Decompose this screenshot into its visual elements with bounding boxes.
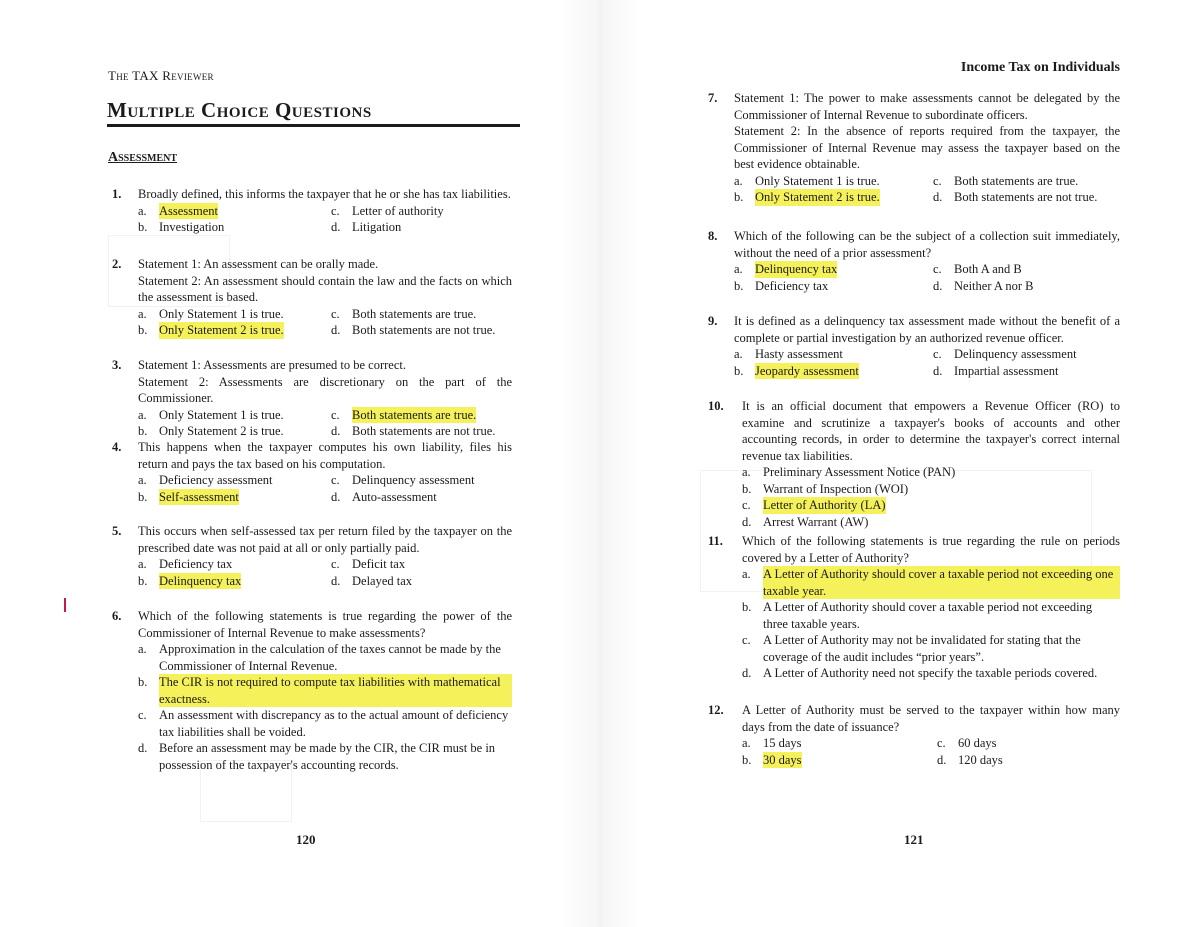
- answer-option: [331, 556, 512, 573]
- question-number: 10.: [708, 399, 724, 413]
- highlighted-answer-text: The CIR is not required to compute tax liabilities with mathematical exactness.: [159, 674, 512, 707]
- answer-option: [331, 219, 512, 236]
- highlighted-answer-text: Assessment: [159, 203, 219, 218]
- option-text: Delinquency assessment: [954, 347, 1077, 361]
- answer-option: [138, 322, 319, 339]
- answer-option: [742, 599, 1120, 632]
- answer-option: [138, 306, 319, 323]
- answer-option: [138, 556, 319, 573]
- answer-options: [138, 306, 512, 339]
- answer-option: [933, 173, 1120, 190]
- option-letter: b.: [138, 220, 148, 234]
- running-head: Income Tax on Individuals: [960, 60, 1120, 75]
- option-text: Arrest Warrant (AW): [763, 514, 869, 529]
- option-letter: a.: [138, 557, 147, 571]
- answer-option: [138, 740, 512, 773]
- answer-option: [138, 489, 319, 506]
- option-letter: a.: [138, 407, 147, 422]
- option-letter: b.: [138, 675, 148, 689]
- question-number: 2.: [112, 257, 122, 271]
- option-letter: d.: [331, 573, 341, 588]
- option-letter: a.: [138, 203, 147, 218]
- option-letter: c.: [138, 708, 147, 722]
- answer-option: [742, 464, 1120, 481]
- answer-options: [734, 346, 1120, 379]
- option-letter: d.: [937, 752, 947, 767]
- option-text: Both statements are not true.: [954, 190, 1098, 204]
- question-stem: Broadly defined, this informs the taxpayer that he or she has tax liabilities.: [138, 187, 511, 201]
- answer-option: [138, 641, 512, 674]
- answer-option: [742, 632, 1120, 665]
- question-stem: A Letter of Authority must be served to the taxpayer within how many days from the date of issuance?: [742, 703, 1120, 734]
- option-letter: b.: [138, 424, 148, 438]
- option-letter: c.: [331, 473, 340, 487]
- highlighted-answer-text: A Letter of Authority should cover a taxable period not exceeding one taxable year.: [763, 566, 1120, 599]
- answer-option: [734, 173, 921, 190]
- title-rule: [107, 124, 520, 127]
- answer-options: [742, 735, 1120, 768]
- option-letter: b.: [742, 752, 752, 767]
- answer-option: [933, 346, 1120, 363]
- question-number: 1.: [112, 187, 122, 201]
- option-letter: a.: [138, 306, 147, 321]
- option-letter: b.: [742, 481, 752, 496]
- option-text: Only Statement 1 is true.: [755, 173, 880, 188]
- option-letter: d.: [742, 514, 752, 529]
- answer-option: [937, 752, 1120, 769]
- answer-options: [742, 566, 1120, 682]
- option-letter: b.: [734, 190, 744, 204]
- option-text: Investigation: [159, 220, 225, 234]
- margin-pen-mark: [64, 598, 66, 612]
- question-number: 6.: [112, 609, 122, 623]
- option-letter: c.: [331, 306, 340, 321]
- running-head: The TAX Reviewer: [108, 68, 214, 83]
- answer-option: [138, 407, 319, 424]
- answer-option: [734, 189, 921, 206]
- option-letter: d.: [933, 190, 943, 204]
- option-letter: c.: [331, 557, 340, 571]
- option-letter: b.: [138, 573, 148, 588]
- answer-option: [933, 363, 1120, 380]
- option-letter: a.: [734, 347, 743, 361]
- section-title: Multiple Choice Questions: [107, 98, 372, 122]
- option-letter: a.: [742, 465, 751, 479]
- answer-option: [138, 573, 319, 590]
- page-number: 121: [904, 832, 924, 847]
- highlighted-answer-text: Both statements are true.: [352, 407, 477, 422]
- highlighted-answer-text: 30 days: [763, 752, 802, 767]
- option-text: Only Statement 1 is true.: [159, 306, 284, 321]
- option-text: A Letter of Authority may not be invalidated for stating that the coverage of the audit includes “prior years”.: [763, 633, 1081, 664]
- question-stem: Which of the following can be the subject of a collection suit immediately, without the need of a prior assessment?: [734, 229, 1120, 260]
- option-text: Warrant of Inspection (WOI): [763, 481, 909, 496]
- option-text: Both statements are true.: [954, 173, 1079, 188]
- option-letter: d.: [331, 489, 341, 504]
- answer-option: [742, 665, 1120, 682]
- answer-option: [138, 219, 319, 236]
- option-text: Delinquency assessment: [352, 473, 475, 487]
- option-text: Auto-assessment: [352, 489, 437, 504]
- option-letter: c.: [742, 498, 751, 512]
- option-text: 15 days: [763, 736, 802, 750]
- answer-option: [138, 707, 512, 740]
- answer-option: [933, 189, 1120, 206]
- question-number: 5.: [112, 524, 122, 538]
- highlighted-answer-text: Delinquency tax: [755, 262, 838, 276]
- question-number: 4.: [112, 440, 122, 454]
- answer-option: [933, 261, 1120, 278]
- question-stem: Statement 1: An assessment can be orally made. Statement 2: An assessment should contain the law and the facts on which the assessment is based.: [138, 257, 512, 304]
- option-letter: c.: [937, 736, 946, 750]
- option-text: Hasty assessment: [755, 347, 843, 361]
- answer-option: [742, 497, 1120, 514]
- highlighted-answer-text: Delinquency tax: [159, 573, 242, 588]
- answer-options: [742, 464, 1120, 530]
- option-letter: d.: [331, 424, 341, 438]
- answer-option: [742, 566, 1120, 599]
- option-text: Deficiency assessment: [159, 473, 273, 487]
- answer-options: [138, 203, 512, 236]
- subsection-heading: Assessment: [108, 150, 178, 165]
- answer-option: [734, 278, 921, 295]
- option-letter: c.: [331, 203, 340, 218]
- option-letter: a.: [138, 473, 147, 487]
- question-stem: Which of the following statements is true regarding the rule on periods covered by a Letter of Authority?: [742, 534, 1120, 565]
- answer-option: [937, 735, 1120, 752]
- right-page: [600, 0, 1200, 927]
- answer-option: [138, 423, 319, 440]
- option-text: Delayed tax: [352, 573, 413, 588]
- option-text: Both statements are not true.: [352, 323, 496, 337]
- option-text: Impartial assessment: [954, 363, 1059, 378]
- answer-option: [331, 489, 512, 506]
- answer-option: [138, 203, 319, 220]
- option-text: Deficit tax: [352, 557, 406, 571]
- option-letter: d.: [933, 363, 943, 378]
- question-stem: It is an official document that empowers a Revenue Officer (RO) to examine and scrutinize a taxpayer's books of accounts and other accounting records, in order to determine the taxpayer's correct internal revenue tax liabilities.: [742, 399, 1120, 463]
- option-text: Litigation: [352, 220, 402, 234]
- option-letter: d.: [138, 741, 148, 755]
- answer-option: [742, 752, 925, 769]
- option-text: 120 days: [958, 752, 1003, 767]
- question-number: 3.: [112, 358, 122, 372]
- option-letter: a.: [742, 736, 751, 750]
- option-letter: d.: [331, 323, 341, 337]
- option-text: Neither A nor B: [954, 278, 1034, 293]
- answer-options: [138, 472, 512, 505]
- option-letter: b.: [742, 600, 752, 614]
- option-text: Deficiency tax: [755, 278, 829, 293]
- answer-option: [331, 472, 512, 489]
- option-text: Only Statement 2 is true.: [159, 424, 284, 438]
- answer-option: [331, 573, 512, 590]
- answer-options: [734, 173, 1120, 206]
- option-text: Only Statement 1 is true.: [159, 407, 284, 422]
- option-text: Letter of authority: [352, 203, 444, 218]
- option-text: A Letter of Authority need not specify the taxable periods covered.: [763, 666, 1098, 680]
- option-letter: b.: [734, 363, 744, 378]
- highlighted-answer-text: Self-assessment: [159, 489, 239, 504]
- answer-option: [734, 261, 921, 278]
- option-letter: a.: [734, 173, 743, 188]
- option-letter: a.: [742, 567, 751, 581]
- option-text: 60 days: [958, 736, 997, 750]
- answer-option: [138, 472, 319, 489]
- answer-option: [331, 322, 512, 339]
- option-letter: b.: [138, 489, 148, 504]
- question-number: 7.: [708, 91, 718, 105]
- option-letter: a.: [734, 262, 743, 276]
- question-stem: Which of the following statements is true regarding the power of the Commissioner of Internal Revenue to make assessments?: [138, 609, 512, 640]
- answer-option: [734, 363, 921, 380]
- answer-option: [742, 514, 1120, 531]
- question-number: 12.: [708, 703, 724, 717]
- answer-option: [138, 674, 512, 707]
- option-text: Before an assessment may be made by the CIR, the CIR must be in possession of the taxpayer's accounting records.: [159, 741, 496, 772]
- option-text: Both A and B: [954, 262, 1022, 276]
- option-letter: b.: [138, 323, 148, 337]
- option-text: Preliminary Assessment Notice (PAN): [763, 465, 956, 479]
- option-letter: d.: [742, 666, 752, 680]
- option-letter: d.: [933, 278, 943, 293]
- option-text: Both statements are not true.: [352, 424, 496, 438]
- option-letter: c.: [933, 262, 942, 276]
- question-number: 8.: [708, 229, 718, 243]
- answer-options: [138, 407, 512, 440]
- answer-option: [734, 346, 921, 363]
- page-number: 120: [296, 832, 316, 847]
- option-letter: c.: [331, 407, 340, 422]
- answer-option: [331, 407, 512, 424]
- question-stem: This happens when the taxpayer computes his own liability, files his return and pays the tax based on his computation.: [138, 440, 512, 471]
- option-letter: c.: [933, 173, 942, 188]
- highlighted-answer-text: Only Statement 2 is true.: [755, 190, 880, 204]
- option-text: An assessment with discrepancy as to the actual amount of deficiency tax liabilities shall be voided.: [159, 708, 509, 739]
- answer-option: [331, 203, 512, 220]
- answer-option: [742, 481, 1120, 498]
- option-text: Both statements are true.: [352, 306, 477, 321]
- answer-option: [331, 423, 512, 440]
- option-letter: b.: [734, 278, 744, 293]
- answer-option: [933, 278, 1120, 295]
- question-stem: It is defined as a delinquency tax assessment made without the benefit of a complete or partial investigation by an authorized revenue officer.: [734, 314, 1120, 345]
- question-stem: Statement 1: The power to make assessments cannot be delegated by the Commissioner of Internal Revenue to subordinate officers. Statement 2: In the absence of reports required from the taxpayer, the Commissioner of Internal Revenue may assess the taxpayer based on the best evidence obtainable.: [734, 91, 1120, 171]
- option-letter: d.: [331, 220, 341, 234]
- answer-options: [138, 641, 512, 773]
- answer-options: [138, 556, 512, 589]
- option-text: Deficiency tax: [159, 557, 233, 571]
- option-letter: c.: [742, 633, 751, 647]
- highlighted-answer-text: Jeopardy assessment: [755, 363, 859, 378]
- option-letter: a.: [138, 642, 147, 656]
- question-stem: This occurs when self-assessed tax per return filed by the taxpayer on the prescribed date was not paid at all or only partially paid.: [138, 524, 512, 555]
- highlighted-answer-text: Letter of Authority (LA): [763, 498, 886, 512]
- answer-option: [331, 306, 512, 323]
- answer-option: [742, 735, 925, 752]
- option-text: A Letter of Authority should cover a taxable period not exceeding three taxable years.: [763, 600, 1093, 631]
- option-letter: c.: [933, 347, 942, 361]
- answer-options: [734, 261, 1120, 294]
- question-stem: Statement 1: Assessments are presumed to be correct. Statement 2: Assessments are discretionary on the part of the Commissioner.: [138, 358, 512, 405]
- highlighted-answer-text: Only Statement 2 is true.: [159, 323, 284, 337]
- question-number: 11.: [708, 534, 723, 548]
- question-number: 9.: [708, 314, 718, 328]
- option-text: Approximation in the calculation of the taxes cannot be made by the Commissioner of Internal Revenue.: [159, 642, 501, 673]
